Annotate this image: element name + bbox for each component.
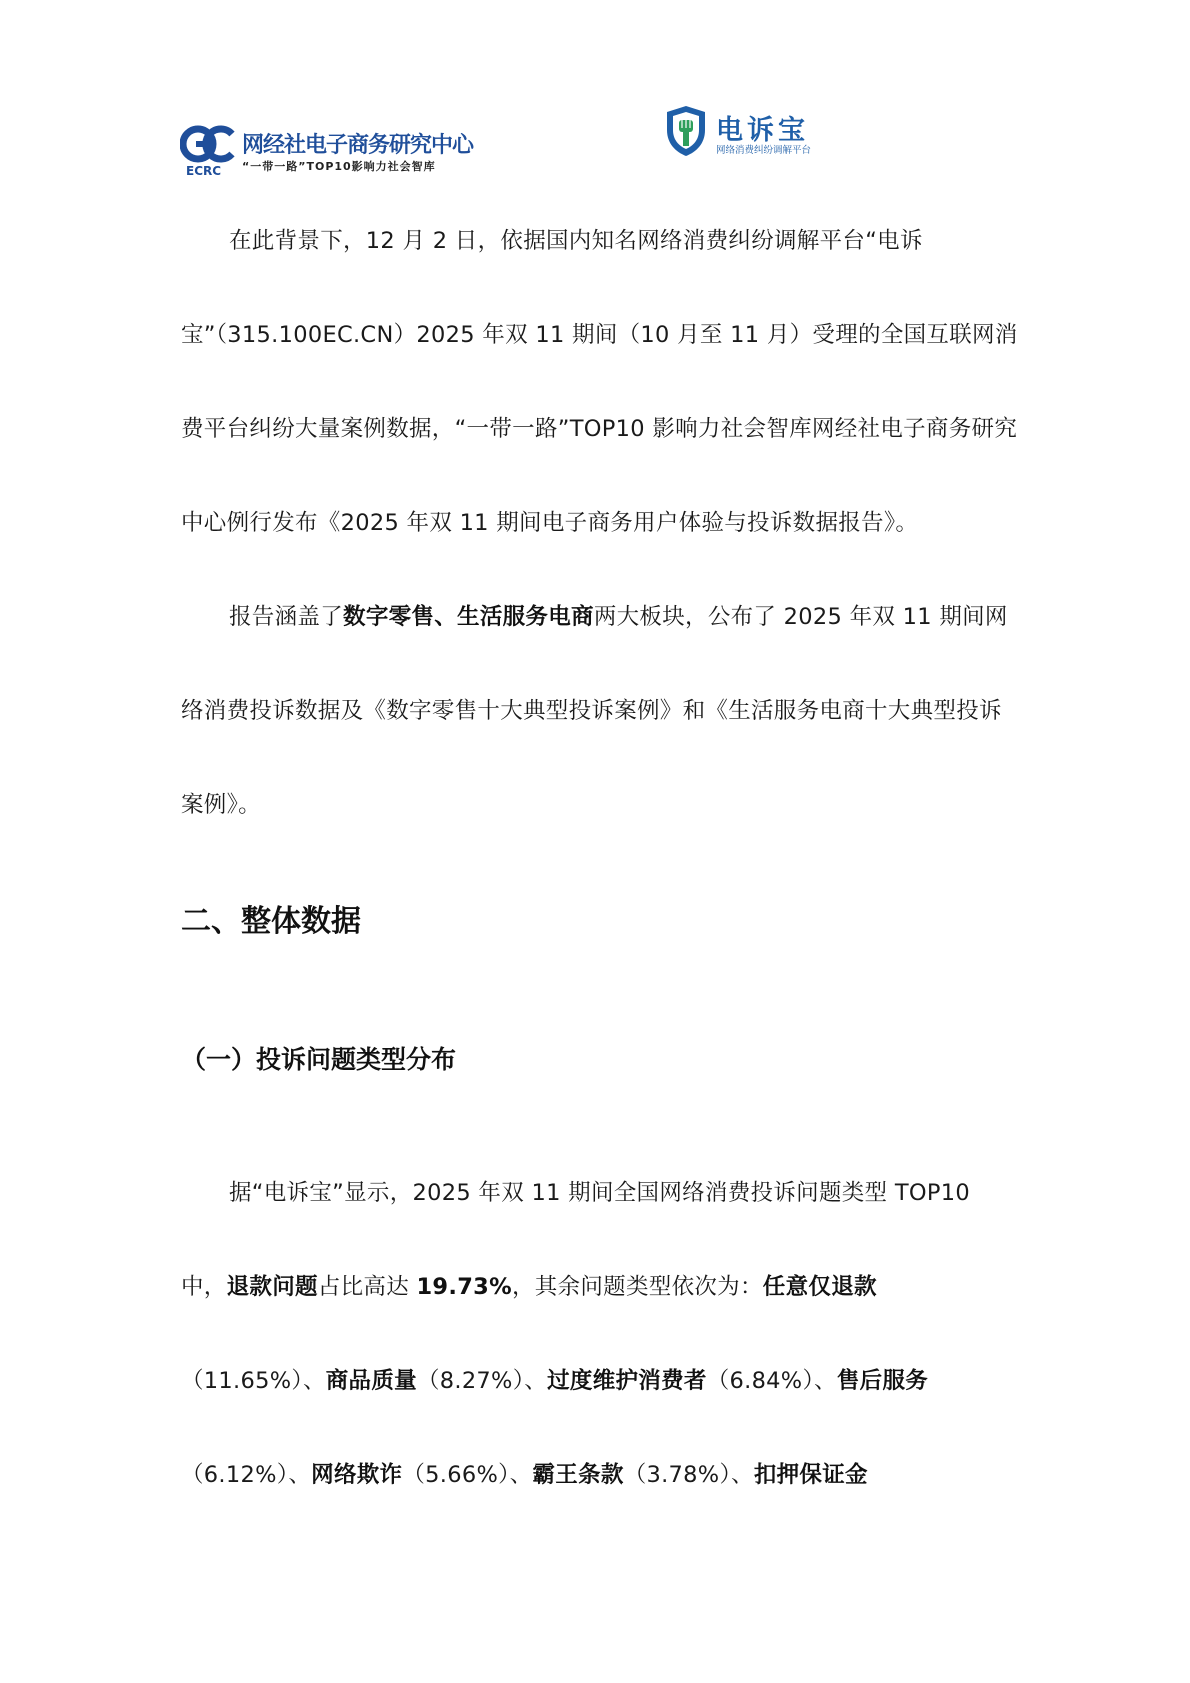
page-header bbox=[0, 0, 1190, 180]
bold-run: 过度维护消费者 bbox=[547, 1368, 707, 1394]
bold-run: 网络欺诈 bbox=[311, 1462, 403, 1488]
ecrc-abbreviation: ECRC bbox=[186, 164, 222, 178]
document-body bbox=[181, 194, 1021, 1522]
subsection-title: （一）投诉问题类型分布 bbox=[181, 1045, 457, 1074]
paragraph-complaint-types bbox=[181, 1146, 1021, 1522]
text-run: （6.12%）、 bbox=[181, 1462, 312, 1488]
text-run: ，其余问题类型依次为： bbox=[511, 1274, 763, 1300]
text-run: （11.65%）、 bbox=[181, 1368, 326, 1394]
bold-run: 数字零售、生活服务电商 bbox=[343, 604, 594, 630]
text-run: 占比高达 bbox=[317, 1274, 417, 1300]
paragraph-report-scope bbox=[181, 570, 1021, 852]
bold-run: 扣押保证金 bbox=[753, 1462, 868, 1488]
bold-run: 商品质量 bbox=[325, 1368, 417, 1394]
paragraph-background: 在此背景下，12 月 2 日，依据国内知名网络消费纠纷调解平台“电诉宝”（315.100EC.CN）2025 年双 11 期间（10 月至 11 月）受理的全国互联网消费平台纠纷大量案例数据，“一带一路”TOP10 影响力社会智库网经社电子商务研究中心例行发布《2025 年双 11 期间电子商务用户体验与投诉数据报告》。 bbox=[181, 228, 1018, 536]
bold-run: 霸王条款 bbox=[532, 1462, 624, 1488]
text-run: 报告涵盖了 bbox=[229, 604, 344, 630]
text-run: （6.84%）、 bbox=[706, 1368, 837, 1394]
ecrc-tagline: “一带一路”TOP10影响力社会智库 bbox=[242, 160, 436, 173]
dsb-name: 电诉宝 bbox=[716, 115, 809, 146]
text-run: （5.66%）、 bbox=[402, 1462, 533, 1488]
text-run: （3.78%）、 bbox=[623, 1462, 754, 1488]
bold-run: 19.73% bbox=[416, 1274, 512, 1300]
bold-run: 任意仅退款 bbox=[762, 1274, 877, 1300]
bold-run: 售后服务 bbox=[836, 1368, 929, 1394]
dsb-logo bbox=[664, 104, 854, 160]
section-title: 二、整体数据 bbox=[181, 904, 361, 939]
shield-fist-icon bbox=[664, 104, 708, 158]
dsb-subtitle: 网络消费纠纷调解平台 bbox=[716, 145, 812, 156]
text-run: 据“电诉宝”显示，2025 年双 11 期间全国网络消费投诉问题类型 TOP10 中， bbox=[181, 1180, 970, 1300]
text-run: （8.27%）、 bbox=[416, 1368, 548, 1394]
bold-run: 退款问题 bbox=[226, 1274, 318, 1300]
ecrc-logo bbox=[180, 124, 480, 180]
text-run: 两大板块，公布了 2025 年双 11 期间网络消费投诉数据及《数字零售十大典型投诉案例》和《生活服务电商十大典型投诉案例》。 bbox=[181, 604, 1008, 818]
ecrc-name: 网经社电子商务研究中心 bbox=[242, 133, 474, 158]
